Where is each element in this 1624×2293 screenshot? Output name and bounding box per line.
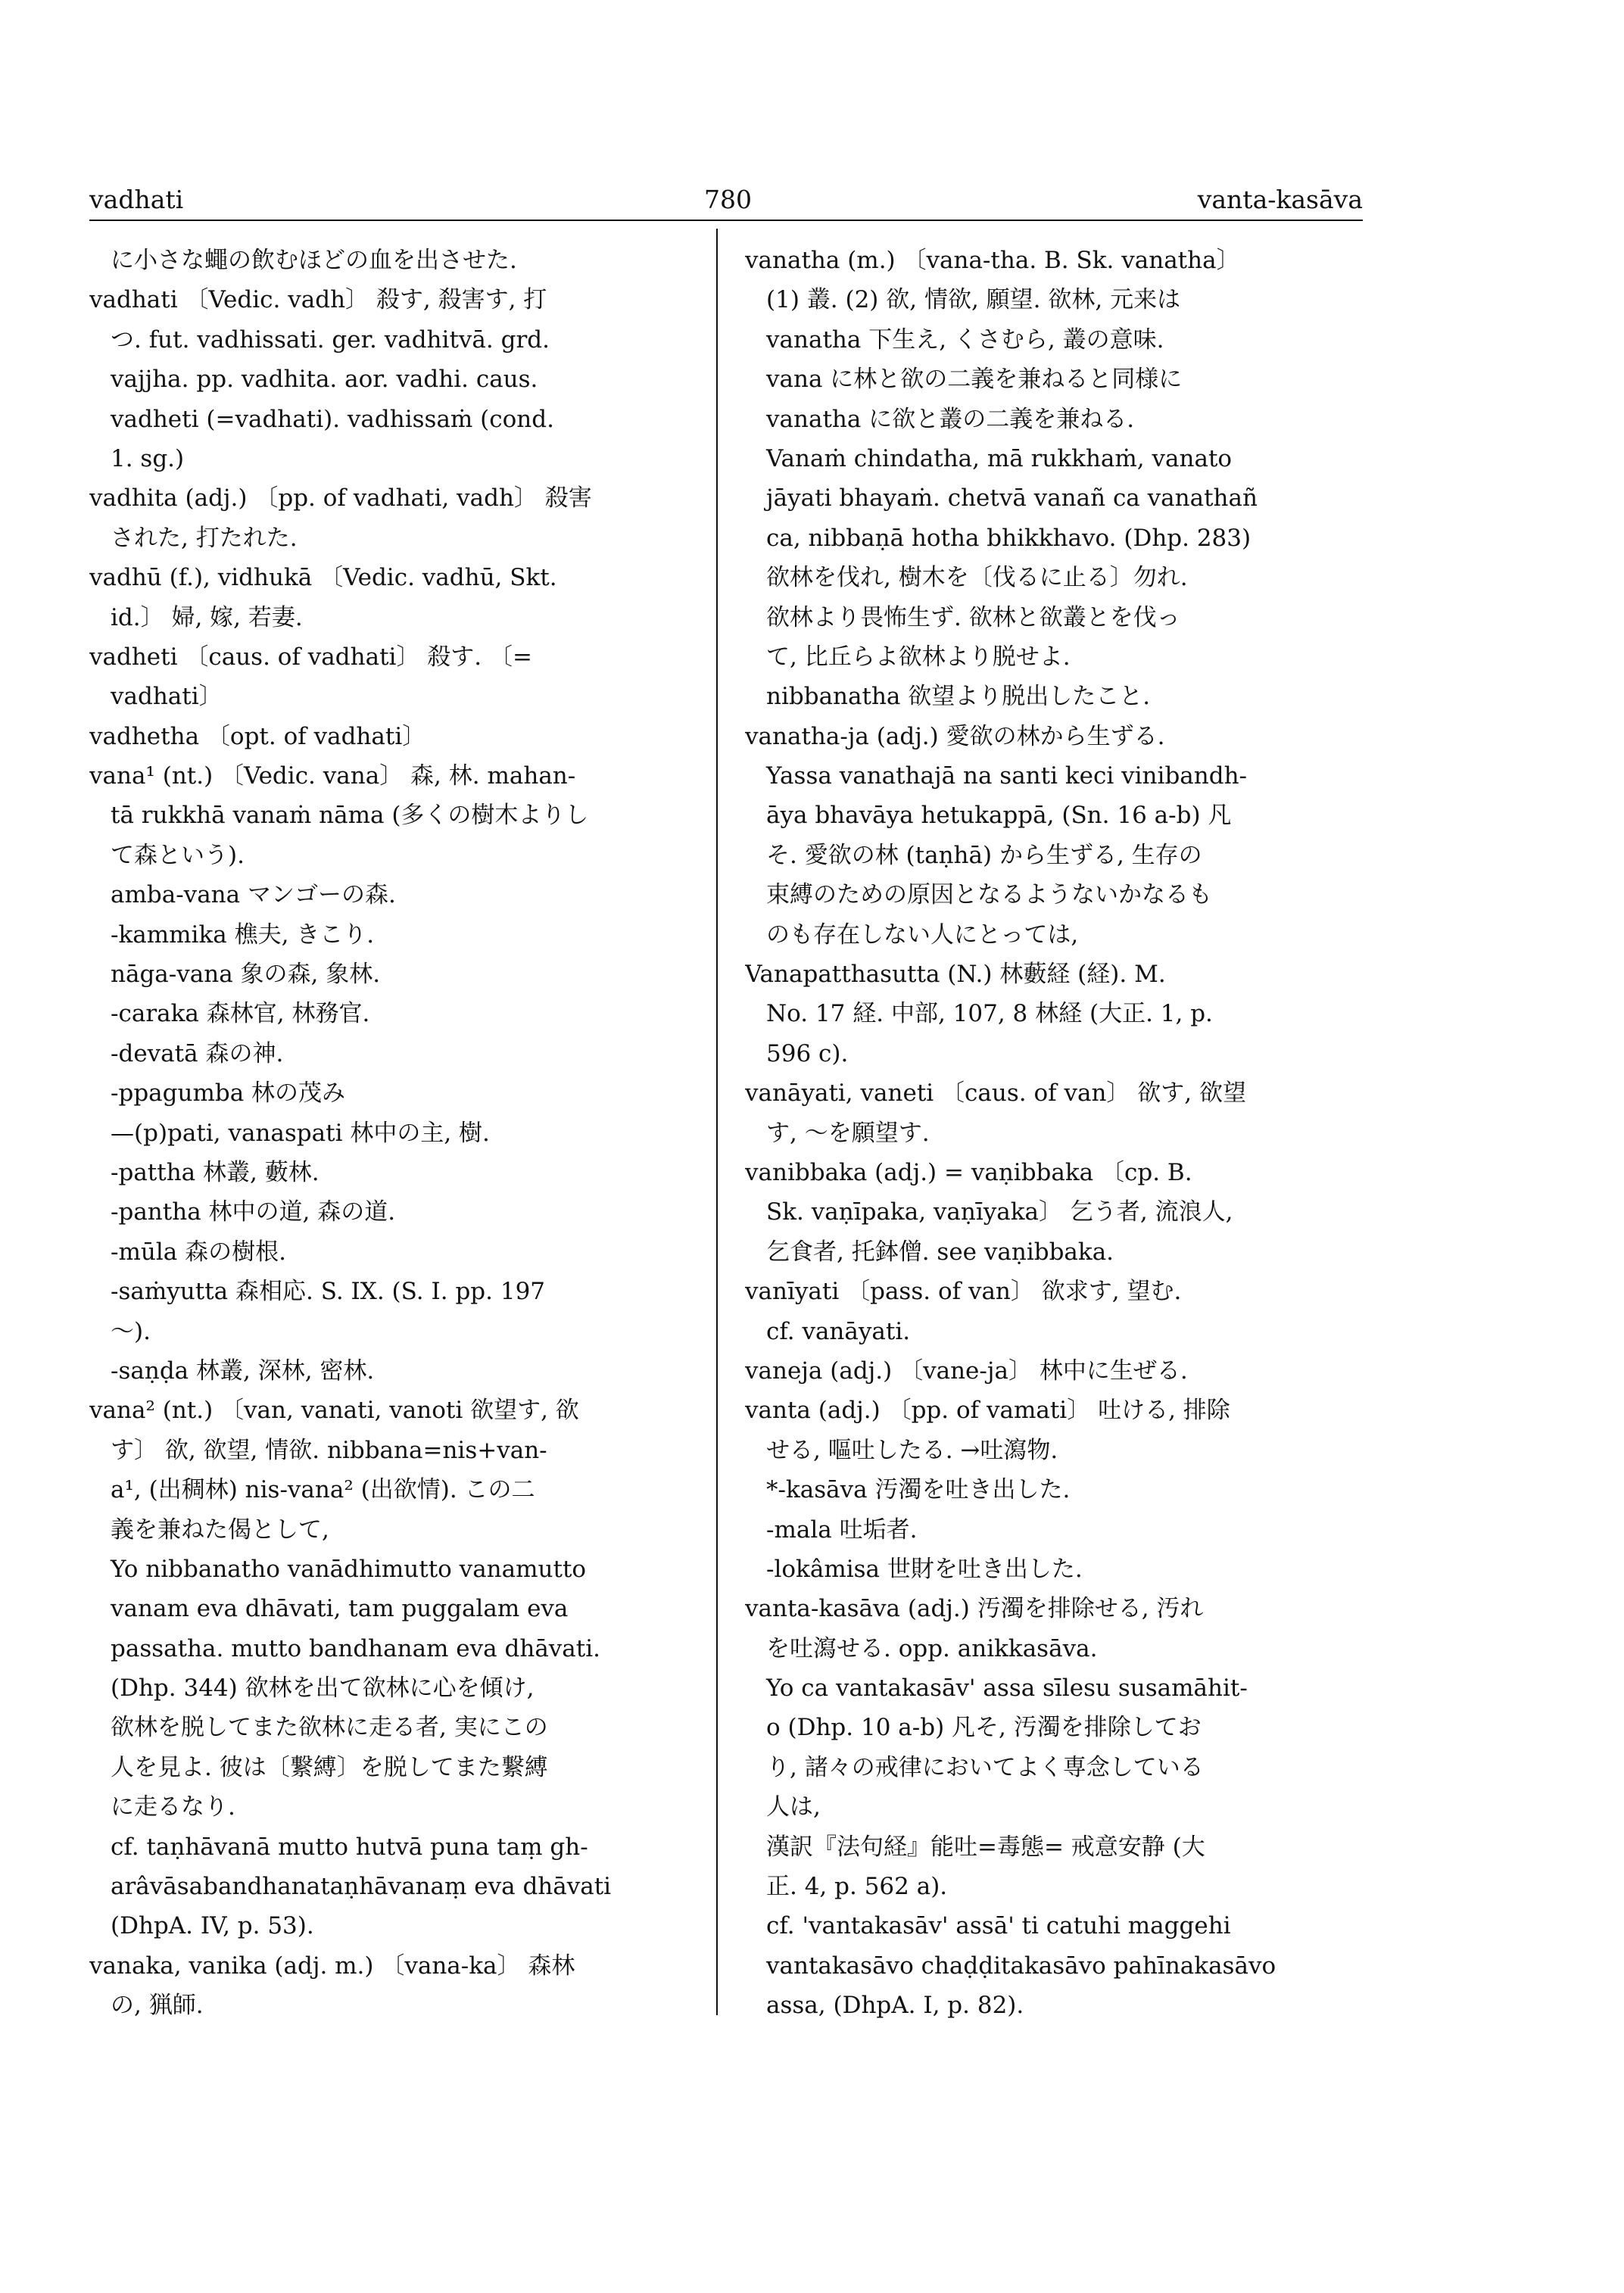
entry-line: vadheti (=vadhati). vadhissaṁ (cond. [111, 405, 554, 433]
page-number: 780 [704, 185, 752, 214]
header-right-guideword: vanta-kasāva [1197, 185, 1363, 214]
entry-line: -kammika 樵夫, きこり. [111, 921, 375, 949]
entry-line: 欲林より畏怖生ず. 欲林と欲叢とを伐っ [766, 603, 1180, 631]
entry-line: vadhati〕 [111, 683, 223, 711]
entry-line: cf. 'vantakasāv' assā' ti catuhi maggehi [766, 1912, 1231, 1940]
entry-line: -pantha 林中の道, 森の道. [111, 1198, 396, 1226]
entry-line: -lokâmisa 世財を吐き出した. [766, 1555, 1083, 1583]
entry-line: Vanaṁ chindatha, mā rukkhaṁ, vanato [766, 444, 1233, 472]
entry-line: 正. 4, p. 562 a). [766, 1873, 948, 1901]
entry-line: 人は, [766, 1793, 821, 1821]
entry-line: vanatha に欲と叢の二義を兼ねる. [766, 405, 1135, 433]
entry-line: nāga-vana 象の森, 象林. [111, 961, 381, 989]
entry-line: vadhetha 〔opt. of vadhati〕 [89, 722, 426, 750]
entry-line: に走るなり. [111, 1793, 235, 1821]
entry-line: —(p)pati, vanaspati 林中の主, 樹. [111, 1119, 490, 1147]
page-header [89, 185, 1363, 220]
entry-line: vanatha (m.) 〔vana-tha. B. Sk. vanatha〕 [745, 247, 1240, 274]
entry-line: 漢訳『法句経』能吐=毒態= 戒意安静 (大 [766, 1833, 1205, 1861]
entry-line: vanam eva dhāvati, tam puggalam eva [111, 1595, 569, 1623]
entry-line: o (Dhp. 10 a-b) 凡そ, 汚濁を排除してお [766, 1714, 1202, 1742]
entry-line: -devatā 森の神. [111, 1039, 284, 1067]
entry-line: vanaka, vanika (adj. m.) 〔vana-ka〕 森林 [89, 1952, 575, 1980]
column-divider [716, 229, 718, 2015]
entry-line: No. 17 経. 中部, 107, 8 林経 (大正. 1, p. [766, 1000, 1213, 1028]
entry-line: 乞食者, 托鉢僧. see vaṇibbaka. [766, 1238, 1114, 1266]
entry-line: のも存在しない人にとっては, [766, 921, 1079, 949]
entry-line: -ppagumba 林の茂み [111, 1080, 346, 1108]
entry-line: せる, 嘔吐したる. →吐瀉物. [766, 1436, 1058, 1464]
entry-line: 〜). [111, 1317, 151, 1345]
right-column [745, 241, 1364, 2026]
entry-line: -saṁyutta 森相応. S. IX. (S. I. pp. 197 [111, 1278, 546, 1306]
entry-line: -caraka 森林官, 林務官. [111, 1000, 370, 1028]
entry-line: vajjha. pp. vadhita. aor. vadhi. caus. [111, 366, 538, 394]
entry-line: vadhū (f.), vidhukā 〔Vedic. vadhū, Skt. [89, 564, 557, 592]
entry-line: vantakasāvo chaḍḍitakasāvo pahīnakasāvo [766, 1952, 1276, 1980]
entry-line: tā rukkhā vanaṁ nāma (多くの樹木よりし [111, 802, 589, 830]
entry-line: つ. fut. vadhissati. ger. vadhitvā. grd. [111, 326, 550, 354]
entry-line: -mūla 森の樹根. [111, 1238, 286, 1266]
entry-line: arâvāsabandhanataṇhāvanaṃ eva dhāvati [111, 1873, 612, 1901]
entry-line: て森という). [111, 841, 245, 869]
header-rule [89, 220, 1363, 221]
entry-line: 欲林を伐れ, 樹木を〔伐るに止る〕勿れ. [766, 564, 1188, 592]
entry-line: a¹, (出稠林) nis-vana² (出欲情). この二 [111, 1476, 535, 1504]
entry-line: 束縛のための原因となるようないかなるも [766, 881, 1212, 909]
entry-line: assa, (DhpA. I, p. 82). [766, 1992, 1024, 2020]
entry-line: vana² (nt.) 〔van, vanati, vanoti 欲望す, 欲 [89, 1397, 579, 1425]
entry-line: jāyati bhayaṁ. chetvā vanañ ca vanathañ [766, 484, 1258, 512]
entry-line: 人を見よ. 彼は〔繋縛〕を脱してまた繋縛 [111, 1753, 548, 1781]
entry-line: 義を兼ねた偈として, [111, 1516, 329, 1544]
entry-line: vanāyati, vaneti 〔caus. of van〕 欲す, 欲望 [745, 1080, 1246, 1108]
entry-line: vanta (adj.) 〔pp. of vamati〕 吐ける, 排除 [745, 1397, 1230, 1425]
left-column [89, 241, 695, 2026]
entry-line: nibbanatha 欲望より脱出したこと. [766, 683, 1151, 711]
entry-line: vanibbaka (adj.) = vaṇibbaka 〔cp. B. [745, 1158, 1192, 1186]
entry-line: Sk. vaṇīpaka, vaṇīyaka〕 乞う者, 流浪人, [766, 1198, 1233, 1226]
entry-line: Yassa vanathajā na santi keci vinibandh- [766, 762, 1248, 790]
entry-line: vaneja (adj.) 〔vane-ja〕 林中に生ぜる. [745, 1357, 1188, 1385]
entry-line: す〕 欲, 欲望, 情欲. nibbana=nis+van- [111, 1436, 547, 1464]
entry-line: 596 c). [766, 1039, 849, 1067]
entry-line: された, 打たれた. [111, 524, 298, 552]
entry-line: -pattha 林叢, 藪林. [111, 1158, 320, 1186]
entry-line: の, 猟師. [111, 1992, 204, 2020]
entry-line: (Dhp. 344) 欲林を出て欲林に心を傾け, [111, 1675, 535, 1703]
entry-line: vanta-kasāva (adj.) 汚濁を排除せる, 汚れ [745, 1595, 1204, 1623]
entry-line: id.〕 婦, 嫁, 若妻. [111, 603, 303, 631]
entry-line: vana¹ (nt.) 〔Vedic. vana〕 森, 林. mahan- [89, 762, 576, 790]
entry-line: 1. sg.) [111, 444, 185, 472]
entry-line: *-kasāva 汚濁を吐き出した. [766, 1476, 1071, 1504]
entry-line: cf. vanāyati. [766, 1317, 911, 1345]
entry-line: 欲林を脱してまた欲林に走る者, 実にこの [111, 1714, 548, 1742]
entry-line: Vanapatthasutta (N.) 林藪経 (経). M. [745, 961, 1166, 989]
entry-line: vadhati 〔Vedic. vadh〕 殺す, 殺害す, 打 [89, 286, 547, 314]
entry-line: を吐瀉せる. opp. anikkasāva. [766, 1634, 1098, 1662]
header-left-guideword: vadhati [89, 185, 184, 214]
entry-line: vadhita (adj.) 〔pp. of vadhati, vadh〕 殺害 [89, 484, 592, 512]
entry-line: ca, nibbaṇā hotha bhikkhavo. (Dhp. 283) [766, 524, 1252, 552]
entry-line: (1) 叢. (2) 欲, 情欲, 願望. 欲林, 元来は [766, 286, 1181, 314]
entry-line: (DhpA. IV, p. 53). [111, 1912, 314, 1940]
entry-line: り, 諸々の戒律においてよく専念している [766, 1753, 1204, 1781]
entry-line: vanatha-ja (adj.) 愛欲の林から生ずる. [745, 722, 1165, 750]
entry-line: vadheti 〔caus. of vadhati〕 殺す. 〔= [89, 643, 532, 671]
entry-line: passatha. mutto bandhanam eva dhāvati. [111, 1634, 601, 1662]
entry-line: す, 〜を願望す. [766, 1119, 930, 1147]
entry-line: Yo nibbanatho vanādhimutto vanamutto [111, 1555, 587, 1583]
entry-line: amba-vana マンゴーの森. [111, 881, 396, 909]
entry-line: cf. taṇhāvanā mutto hutvā puna taṃ gh- [111, 1833, 588, 1861]
entry-line: -saṇḍa 林叢, 深林, 密林. [111, 1357, 375, 1385]
entry-line: Yo ca vantakasāv' assa sīlesu susamāhit- [766, 1675, 1248, 1703]
entry-line: て, 比丘らよ欲林より脱せよ. [766, 643, 1071, 671]
entry-line: vana に林と欲の二義を兼ねると同様に [766, 366, 1183, 394]
entry-line: に小さな蠅の飲むほどの血を出させた. [111, 247, 517, 274]
entry-line: vanatha 下生え, くさむら, 叢の意味. [766, 326, 1164, 354]
entry-line: vanīyati 〔pass. of van〕 欲求す, 望む. [745, 1278, 1182, 1306]
entry-line: -mala 吐垢者. [766, 1516, 918, 1544]
entry-line: そ. 愛欲の林 (taṇhā) から生ずる, 生存の [766, 841, 1202, 869]
entry-line: āya bhavāya hetukappā, (Sn. 16 a-b) 凡 [766, 802, 1232, 830]
